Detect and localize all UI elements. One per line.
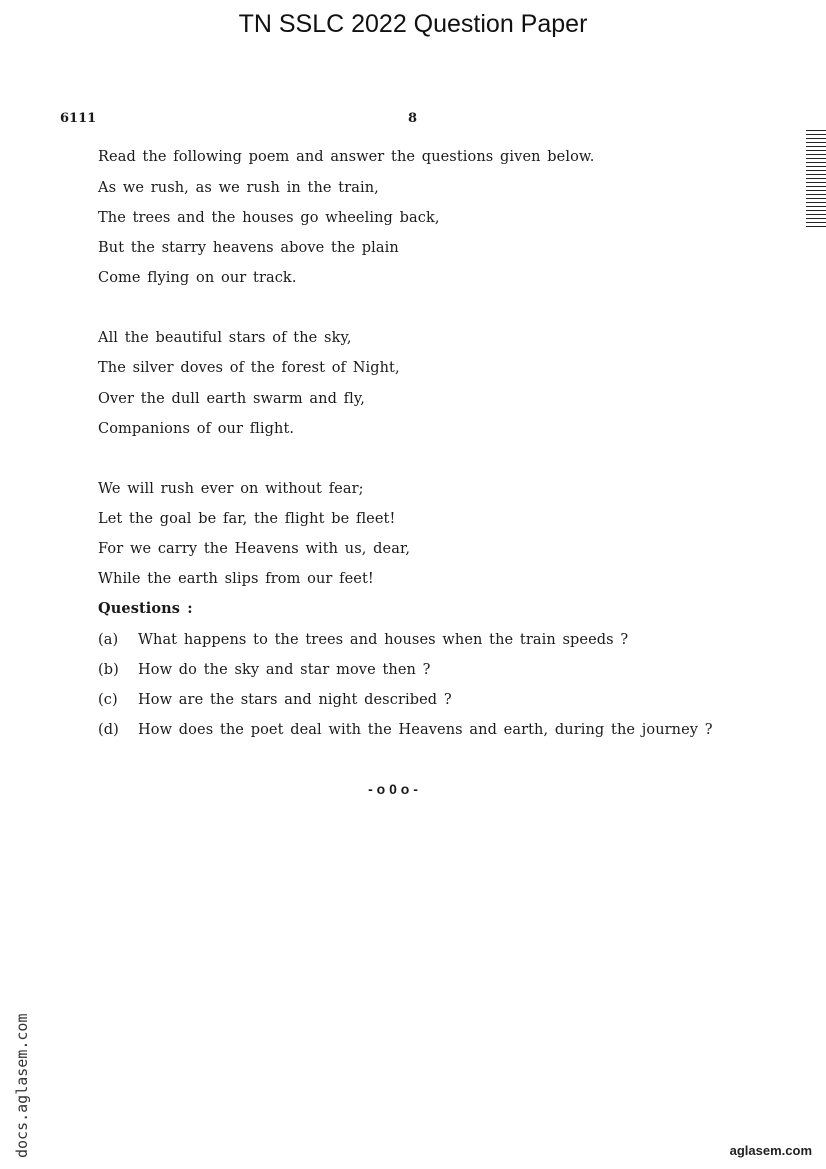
question-label: (b) xyxy=(98,662,119,678)
poem-line: For we carry the Heavens with us, dear, xyxy=(98,541,411,557)
poem-line: Come flying on our track. xyxy=(98,270,297,286)
question-text: How does the poet deal with the Heavens and earth, during the journey ? xyxy=(138,722,713,738)
question-text: How do the sky and star move then ? xyxy=(138,662,431,678)
poem-line: The silver doves of the forest of Night, xyxy=(98,360,400,376)
poem-line: All the beautiful stars of the sky, xyxy=(98,330,352,346)
end-of-paper-mark: - o 0 o - xyxy=(368,781,418,797)
question-label: (a) xyxy=(98,632,119,648)
poem-line: Companions of our flight. xyxy=(98,421,295,437)
question-label: (c) xyxy=(98,692,118,708)
poem-line: The trees and the houses go wheeling back, xyxy=(98,210,440,226)
poem-line: But the starry heavens above the plain xyxy=(98,240,399,256)
poem-line: While the earth slips from our feet! xyxy=(98,571,374,587)
poem-line: Over the dull earth swarm and fly, xyxy=(98,391,365,407)
barcode-marks xyxy=(806,130,826,230)
poem-line: As we rush, as we rush in the train, xyxy=(98,180,379,196)
page-number: 8 xyxy=(408,111,418,126)
page-title: TN SSLC 2022 Question Paper xyxy=(238,10,588,38)
corner-watermark: aglasem.com xyxy=(729,1143,812,1158)
questions-heading: Questions : xyxy=(98,600,193,617)
question-item xyxy=(98,690,778,710)
question-item xyxy=(98,660,778,680)
side-watermark: docs.aglasem.com xyxy=(13,1013,31,1158)
paper-code: 6111 xyxy=(60,111,97,126)
poem-line: We will rush ever on without fear; xyxy=(98,481,364,497)
question-item xyxy=(98,720,778,740)
question-label: (d) xyxy=(98,722,119,738)
question-item xyxy=(98,630,778,650)
question-text: What happens to the trees and houses when the train speeds ? xyxy=(138,632,629,648)
question-text: How are the stars and night described ? xyxy=(138,692,452,708)
instruction-text: Read the following poem and answer the questions given below. xyxy=(98,149,595,165)
poem-line: Let the goal be far, the flight be fleet! xyxy=(98,511,396,527)
